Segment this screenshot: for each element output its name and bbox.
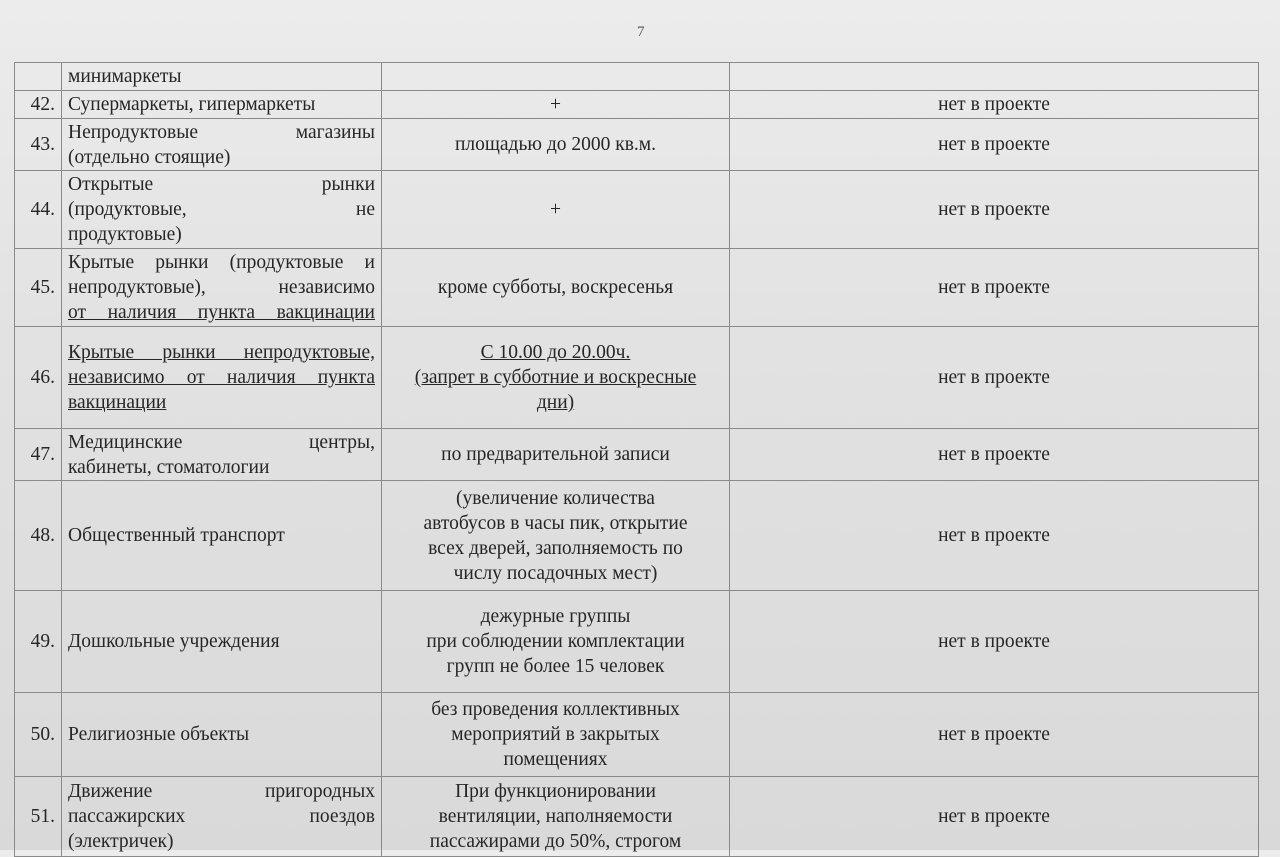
table-row	[15, 591, 1259, 693]
row-name	[62, 249, 382, 327]
row-status: нет в проекте	[730, 777, 1259, 857]
row-name-line: непродуктовые), независимо	[68, 277, 375, 298]
row-name-line: минимаркеты	[68, 66, 182, 87]
row-condition	[382, 777, 730, 857]
row-condition	[382, 591, 730, 693]
table-row	[15, 91, 1259, 119]
row-name	[62, 481, 382, 591]
row-condition-line: (запрет в субботние и воскресные	[414, 367, 697, 388]
row-name-line: независимо от наличия пункта	[68, 367, 375, 388]
row-status: нет в проекте	[730, 693, 1259, 777]
row-condition-line: При функционировании	[455, 781, 656, 802]
row-status: нет в проекте	[730, 481, 1259, 591]
row-name-line: Религиозные объекты	[68, 724, 250, 745]
row-name-line: от наличия пункта вакцинации	[68, 302, 375, 323]
row-name	[62, 777, 382, 857]
row-condition-line: дежурные группы	[480, 606, 631, 627]
row-name-line: пассажирских поездов	[68, 806, 375, 827]
row-condition-line: при соблюдении комплектации	[426, 631, 685, 652]
table-row	[15, 327, 1259, 429]
row-status: нет в проекте	[730, 171, 1259, 249]
row-condition	[382, 429, 730, 481]
table-row	[15, 481, 1259, 591]
row-name-line: продуктовые)	[68, 224, 182, 245]
row-condition-line: площадью до 2000 кв.м.	[454, 134, 657, 155]
row-name-line: кабинеты, стоматологии	[68, 456, 270, 478]
restrictions-table	[14, 62, 1259, 857]
row-condition-line: вентиляции, наполняемости	[438, 806, 673, 827]
row-name-line: Крытые рынки непродуктовые,	[68, 342, 375, 363]
page-number: 7	[637, 24, 645, 40]
table-row	[15, 63, 1259, 91]
row-status: нет в проекте	[730, 249, 1259, 327]
row-name-line: Движение пригородных	[68, 781, 375, 802]
row-condition-line: дни)	[536, 392, 575, 413]
table-row	[15, 429, 1259, 481]
row-condition-line: по предварительной записи	[441, 444, 670, 465]
row-status: нет в проекте	[730, 327, 1259, 429]
table-row	[15, 249, 1259, 327]
row-condition	[382, 481, 730, 591]
table-row	[15, 693, 1259, 777]
row-number: 43.	[15, 119, 62, 171]
row-condition-line: +	[550, 199, 561, 220]
row-name-line: Супермаркеты, гипермаркеты	[68, 94, 316, 115]
row-name-line: (электричек)	[68, 831, 174, 852]
row-condition-line: без проведения коллективных	[431, 699, 680, 720]
row-status: нет в проекте	[730, 591, 1259, 693]
table-row	[15, 119, 1259, 171]
row-condition-line: (увеличение количества	[456, 487, 655, 509]
row-condition-line: +	[550, 94, 561, 115]
row-name	[62, 63, 382, 91]
row-number: 47.	[15, 429, 62, 481]
row-condition	[382, 63, 730, 91]
row-number: 50.	[15, 693, 62, 777]
row-number: 51.	[15, 777, 62, 857]
row-condition-line: мероприятий в закрытых	[451, 724, 660, 745]
row-condition-line: С 10.00 до 20.00ч.	[480, 342, 631, 363]
row-name-line: Открытые рынки	[68, 174, 375, 195]
row-name-line: (продуктовые, не	[68, 199, 375, 220]
row-condition-line: кроме субботы, воскресенья	[437, 277, 674, 298]
row-name	[62, 591, 382, 693]
row-status: нет в проекте	[730, 119, 1259, 171]
row-name-line: вакцинации	[68, 392, 167, 413]
row-condition-line: числу посадочных мест)	[453, 562, 658, 584]
row-number: 49.	[15, 591, 62, 693]
row-name-line: Непродуктовые магазины	[68, 121, 375, 143]
row-number: 46.	[15, 327, 62, 429]
row-name	[62, 693, 382, 777]
row-condition-line: автобусов в часы пик, открытие	[423, 512, 688, 534]
row-condition	[382, 249, 730, 327]
row-name-line: (отдельно стоящие)	[68, 146, 231, 168]
row-condition	[382, 693, 730, 777]
row-name-line: Дошкольные учреждения	[68, 631, 280, 652]
row-name-line: Медицинские центры,	[68, 431, 375, 453]
row-status	[730, 63, 1259, 91]
row-condition	[382, 91, 730, 119]
row-name	[62, 429, 382, 481]
row-condition-line: помещениях	[503, 749, 608, 770]
row-name-line: Крытые рынки (продуктовые и	[68, 252, 375, 273]
row-name	[62, 327, 382, 429]
row-status: нет в проекте	[730, 429, 1259, 481]
row-name	[62, 171, 382, 249]
table-row	[15, 171, 1259, 249]
row-name	[62, 119, 382, 171]
table-row	[15, 777, 1259, 857]
row-condition	[382, 327, 730, 429]
row-condition	[382, 119, 730, 171]
row-number	[15, 63, 62, 91]
row-number: 44.	[15, 171, 62, 249]
row-condition	[382, 171, 730, 249]
row-status: нет в проекте	[730, 91, 1259, 119]
row-name-line: Общественный транспорт	[68, 525, 285, 546]
row-condition-line: пассажирами до 50%, строгом	[429, 831, 682, 852]
row-number: 42.	[15, 91, 62, 119]
row-condition-line: групп не более 15 человек	[446, 656, 665, 677]
row-name	[62, 91, 382, 119]
row-number: 48.	[15, 481, 62, 591]
row-number: 45.	[15, 249, 62, 327]
row-condition-line: всех дверей, заполняемость по	[428, 537, 683, 559]
